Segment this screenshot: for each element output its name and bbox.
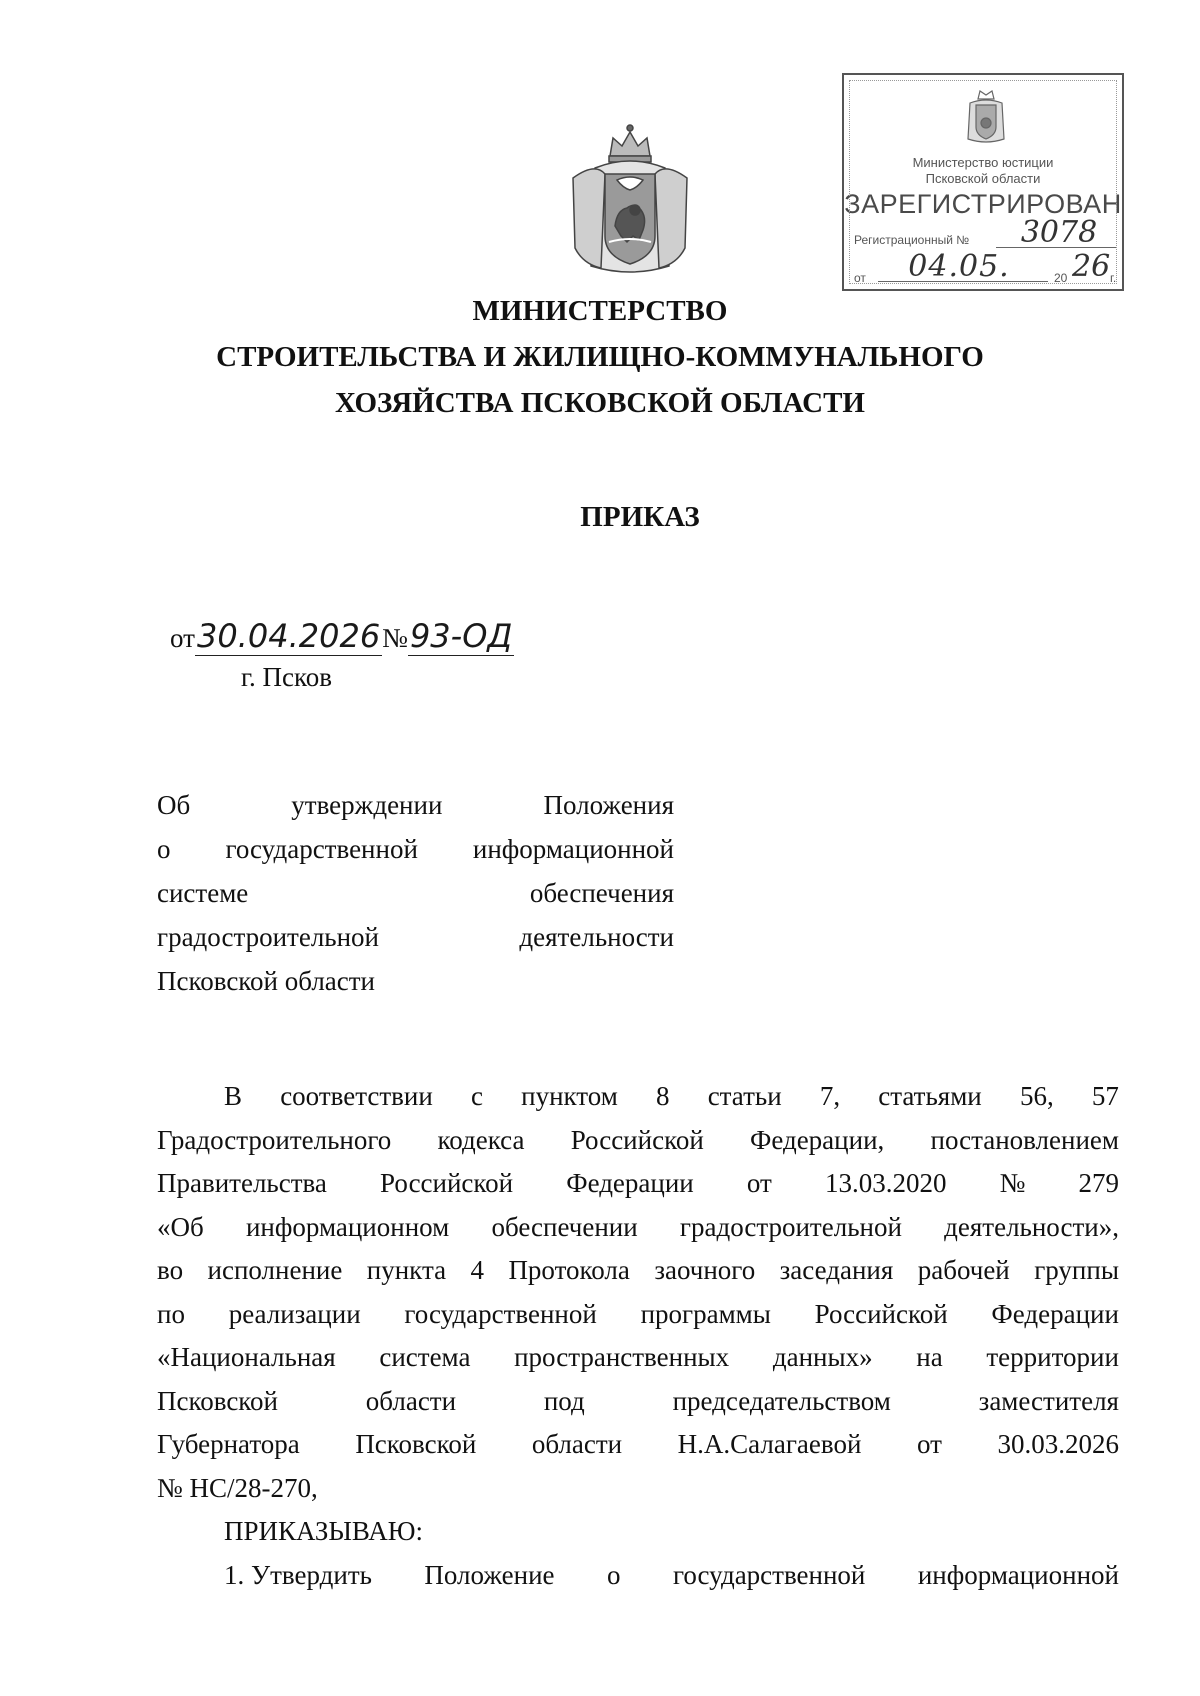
subject-line (157, 959, 674, 1003)
body-word: исполнение (207, 1255, 343, 1285)
body-word: статьями (878, 1081, 982, 1111)
subject-word: Об (157, 790, 191, 820)
stamp-region: Псковской области (925, 171, 1041, 186)
body-word: «Об (157, 1211, 204, 1242)
body-word: «Национальная (157, 1342, 336, 1372)
stamp-year-prefix: 20 (1054, 271, 1068, 285)
body-word: информационной (917, 1559, 1119, 1590)
subject-word: Псковской области (157, 966, 376, 996)
body-word: данных» (772, 1342, 873, 1372)
item-1-line (157, 1554, 1119, 1598)
body-word: Псковской (355, 1429, 477, 1459)
body-word: пункта (366, 1255, 447, 1285)
subject-word: государственной (225, 834, 418, 864)
registration-stamp (842, 73, 1124, 291)
body-word: от (746, 1168, 772, 1198)
body-word: Федерации (566, 1168, 694, 1198)
order-body (157, 1075, 1119, 1597)
body-word: статьи (707, 1081, 782, 1111)
order-date: 30.04.2026 (196, 617, 381, 655)
body-word: Российской (380, 1168, 514, 1198)
body-line (157, 1119, 1119, 1163)
subject-word: градостроительной (157, 922, 379, 952)
body-word: В (224, 1081, 243, 1111)
body-line (157, 1423, 1119, 1467)
ministry-title-line-2: СТРОИТЕЛЬСТВА И ЖИЛИЩНО-КОММУНАЛЬНОГО (216, 341, 984, 373)
order-date-number (170, 617, 514, 655)
subject-word: о (157, 834, 171, 864)
body-word: пространственных (514, 1342, 730, 1372)
body-word: 7, (819, 1081, 841, 1111)
body-line (157, 1380, 1119, 1424)
body-word: по (157, 1298, 185, 1329)
stamp-reg-underline (996, 247, 1116, 248)
subject-line (157, 915, 674, 959)
body-word: № (999, 1168, 1026, 1198)
body-word: во (157, 1255, 184, 1285)
body-word: 30.03.2026 (997, 1429, 1119, 1459)
body-word: 57 (1091, 1081, 1119, 1111)
stamp-reg-number-label: Регистрационный № (854, 233, 970, 247)
body-word: Положение (424, 1559, 555, 1590)
body-word: государственной (404, 1298, 597, 1329)
body-word: Российской (570, 1124, 704, 1155)
body-word: градостроительной (679, 1211, 902, 1242)
order-title: ПРИКАЗ (580, 501, 700, 533)
body-word: пунктом (521, 1081, 618, 1111)
body-word: области (531, 1429, 623, 1459)
stamp-year-suffix: г. (1110, 271, 1117, 285)
body-line (157, 1206, 1119, 1250)
body-word: от (916, 1429, 942, 1459)
subject-word: деятельности (519, 922, 674, 952)
body-line (157, 1293, 1119, 1337)
body-word: Протокола (508, 1255, 630, 1285)
body-word: Псковской (157, 1385, 278, 1416)
subject-line (157, 827, 674, 871)
body-word: 13.03.2020 (824, 1168, 947, 1198)
order-command: ПРИКАЗЫВАЮ: (224, 1516, 423, 1546)
body-word: 1. Утвердить (224, 1559, 372, 1590)
order-number-prefix: № (382, 623, 408, 653)
ministry-title-line-1: МИНИСТЕРСТВО (472, 295, 728, 327)
body-word: председательством (672, 1385, 891, 1416)
order-number: 93-ОД (409, 617, 513, 655)
subject-word: системе (157, 878, 249, 908)
body-word: Правительства (157, 1168, 327, 1198)
body-word: Российской (814, 1298, 948, 1329)
body-word: о (606, 1559, 621, 1590)
body-word: Губернатора (157, 1429, 300, 1459)
stamp-registered-label: ЗАРЕГИСТРИРОВАН (844, 189, 1122, 219)
body-line: № НС/28-270, (157, 1472, 318, 1503)
body-word: 8 (656, 1081, 670, 1111)
subject-line (157, 871, 674, 915)
body-word: государственной (672, 1559, 866, 1590)
stamp-date-underline (878, 281, 1048, 282)
body-word: программы (640, 1298, 771, 1329)
subject-line (157, 783, 674, 827)
body-word: система (379, 1342, 471, 1372)
body-line (157, 1336, 1119, 1380)
body-word: деятельности», (944, 1211, 1119, 1242)
order-subject (157, 783, 674, 1003)
body-word: области (365, 1385, 457, 1416)
body-word: обеспечении (491, 1211, 638, 1242)
body-word: 56, (1019, 1081, 1054, 1111)
body-word: Федерации, (750, 1124, 885, 1155)
body-word: Градостроительного (157, 1124, 392, 1155)
coat-of-arms-icon (565, 118, 695, 280)
order-city: г. Псков (241, 662, 333, 692)
body-word: заместителя (978, 1385, 1119, 1416)
stamp-emblem-icon (962, 87, 1010, 145)
body-word: заседания (779, 1255, 894, 1285)
body-line (157, 1075, 1119, 1119)
body-word: постановлением (930, 1124, 1119, 1155)
body-word: кодекса (437, 1124, 525, 1155)
stamp-date: 04.05. (908, 249, 1010, 284)
body-word: с (470, 1081, 483, 1111)
body-word: реализации (228, 1298, 361, 1329)
stamp-ministry: Министерство юстиции (912, 155, 1054, 170)
body-word: группы (1034, 1255, 1119, 1285)
body-word: 279 (1078, 1168, 1119, 1198)
body-word: Федерации (991, 1298, 1119, 1329)
body-word: соответствии (280, 1081, 433, 1111)
ministry-title-line-3: ХОЗЯЙСТВА ПСКОВСКОЙ ОБЛАСТИ (334, 387, 865, 419)
body-word: территории (986, 1342, 1119, 1372)
body-word: Н.А.Салагаевой (677, 1429, 862, 1459)
stamp-year: 26 (1072, 249, 1111, 284)
subject-word: утверждении (291, 790, 443, 820)
body-line (157, 1162, 1119, 1206)
subject-word: информационной (472, 834, 674, 864)
order-date-prefix: от (170, 623, 195, 653)
stamp-date-prefix: от (854, 271, 866, 285)
body-word: на (916, 1342, 943, 1372)
body-word: заочного (654, 1255, 756, 1285)
body-word: рабочей (917, 1255, 1010, 1285)
stamp-reg-number: 3078 (1020, 215, 1098, 250)
subject-word: обеспечения (529, 878, 674, 908)
body-word: под (543, 1385, 585, 1416)
body-line (157, 1249, 1119, 1293)
body-word: 4 (470, 1255, 484, 1285)
subject-word: Положения (543, 790, 674, 820)
body-word: информационном (245, 1211, 450, 1242)
